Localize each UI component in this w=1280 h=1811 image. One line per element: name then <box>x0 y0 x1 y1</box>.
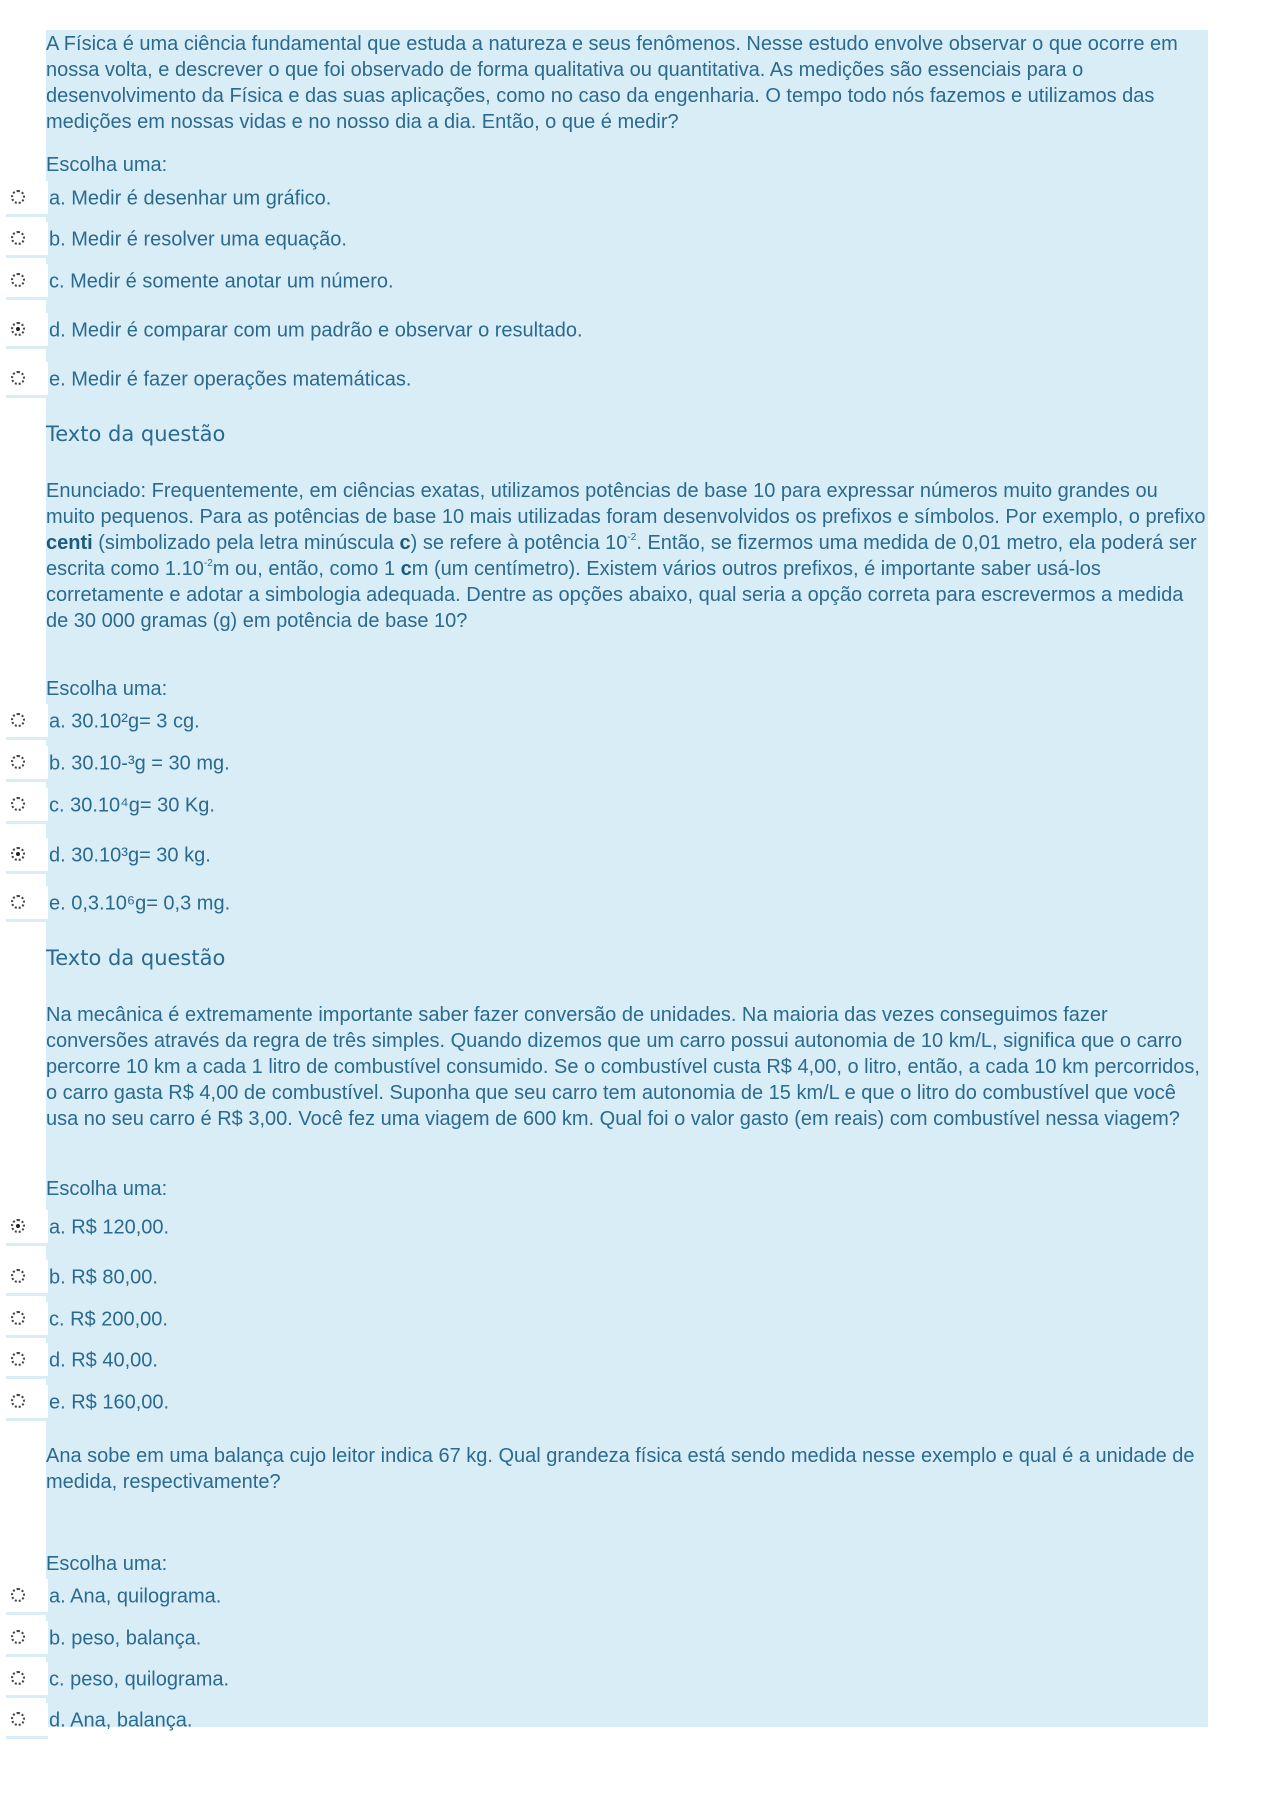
radio-button[interactable] <box>11 1712 25 1726</box>
option-label: a. Medir é desenhar um gráfico. <box>49 187 332 210</box>
question-3-heading: Texto da questão <box>46 946 226 970</box>
radio-button[interactable] <box>11 1630 25 1644</box>
radio-button-selected[interactable] <box>11 1219 25 1233</box>
radio-button[interactable] <box>11 797 25 811</box>
question-3-option-a[interactable] <box>6 1210 1208 1246</box>
question-3-text: Na mecânica é extremamente importante saber fazer conversão de unidades. Na maioria das vezes conseguimos fazer conversões através da regra de três simples. Quando dizemos que um carro possui autonomia de 10 km/L, significa que o carro percorre 10 km a cada 1 litro de combustível consumido. Se o combustível custa R$ 4,00, o litro, então, a cada 10 km percorridos, o carro gasta R$ 4,00 de combustível. Suponha que seu carro tem autonomia de 15 km/L e que o litro do combustível que você usa no seu carro é R$ 3,00. Você fez uma viagem de 600 km. Qual foi o valor gasto (em reais) com combustível nessa viagem? <box>46 1004 1200 1130</box>
radio-button[interactable] <box>11 713 25 727</box>
option-label: a. Ana, quilograma. <box>49 1585 222 1608</box>
question-1-text-block <box>46 31 1206 135</box>
question-2-text-block <box>46 478 1206 634</box>
question-2-option-e[interactable] <box>6 886 1208 922</box>
option-label: b. peso, balança. <box>49 1627 202 1650</box>
option-label: a. R$ 120,00. <box>49 1216 170 1239</box>
option-label: e. R$ 160,00. <box>49 1391 170 1414</box>
option-label: d. 30.10³g= 30 kg. <box>49 844 211 867</box>
radio-button[interactable] <box>11 1588 25 1602</box>
question-2-option-b[interactable] <box>6 746 1208 782</box>
radio-button[interactable] <box>11 1394 25 1408</box>
question-2-text: Enunciado: Frequentemente, em ciências exatas, utilizamos potências de base 10 para expressar números muito grandes ou muito pequenos. Para as potências de base 10 mais utilizadas foram desenvolvidos os prefixos e símbolos. Por exemplo, o prefixo centi (simbolizado pela letra minúscula c) se refere à potência $10^{-2}$. Então, se fizermos uma medida de 0,01 metro, ela poderá ser escrita como $1.10^{-2}m$ ou, então, como 1 cm (um centímetro). Existem vários outros prefixos, é importante saber usá-los corretamente e adotar a simbologia adequada. Dentre as opções abaixo, qual seria a opção correta para escrevermos a medida de 30 000 gramas (g) em potência de base 10? <box>46 480 1206 632</box>
question-4-prompt: Escolha uma: <box>46 1553 168 1575</box>
question-3-prompt: Escolha uma: <box>46 1178 168 1200</box>
option-label: e. Medir é fazer operações matemáticas. <box>49 368 412 391</box>
question-1-option-e[interactable] <box>6 362 1208 398</box>
question-1-prompt: Escolha uma: <box>46 154 168 176</box>
option-label: d. Ana, balança. <box>49 1709 193 1732</box>
question-2-prompt: Escolha uma: <box>46 678 168 700</box>
question-4-text-block <box>46 1443 1206 1495</box>
radio-button[interactable] <box>11 1671 25 1685</box>
option-label: c. 30.10⁴g= 30 Kg. <box>49 794 215 817</box>
option-label: b. Medir é resolver uma equação. <box>49 228 347 251</box>
question-2-option-a[interactable] <box>6 704 1208 740</box>
question-3-option-b[interactable] <box>6 1260 1208 1296</box>
question-1-option-a[interactable] <box>6 181 1208 217</box>
radio-button-selected[interactable] <box>11 322 25 336</box>
question-4-option-a[interactable] <box>6 1579 1208 1615</box>
radio-button[interactable] <box>11 755 25 769</box>
option-label: d. R$ 40,00. <box>49 1349 158 1372</box>
radio-button[interactable] <box>11 895 25 909</box>
question-2-option-c[interactable] <box>6 788 1208 824</box>
radio-button[interactable] <box>11 1269 25 1283</box>
question-1-option-b[interactable] <box>6 222 1208 258</box>
radio-button[interactable] <box>11 190 25 204</box>
radio-button-selected[interactable] <box>11 847 25 861</box>
option-label: c. R$ 200,00. <box>49 1308 168 1331</box>
question-2-heading: Texto da questão <box>46 422 226 446</box>
option-label: b. R$ 80,00. <box>49 1266 158 1289</box>
question-4-option-d[interactable] <box>6 1703 1208 1739</box>
radio-button[interactable] <box>11 231 25 245</box>
option-label: b. 30.10-³g = 30 mg. <box>49 752 230 775</box>
option-label: d. Medir é comparar com um padrão e observar o resultado. <box>49 319 583 342</box>
question-1-option-c[interactable] <box>6 264 1208 300</box>
option-label: a. 30.10²g= 3 cg. <box>49 710 200 733</box>
question-4-option-b[interactable] <box>6 1621 1208 1657</box>
question-3-option-c[interactable] <box>6 1302 1208 1338</box>
question-1-text: A Física é uma ciência fundamental que estuda a natureza e seus fenômenos. Nesse estudo envolve observar o que ocorre em nossa volta, e descrever o que foi observado de forma qualitativa ou quantitativa. As medições são essenciais para o desenvolvimento da Física e das suas aplicações, como no caso da engenharia. O tempo todo nós fazemos e utilizamos das medições em nossas vidas e no nosso dia a dia. Então, o que é medir? <box>46 33 1178 133</box>
question-3-option-e[interactable] <box>6 1385 1208 1421</box>
radio-button[interactable] <box>11 1352 25 1366</box>
question-1-option-d[interactable] <box>6 313 1208 349</box>
question-4-option-c[interactable] <box>6 1662 1208 1698</box>
question-3-option-d[interactable] <box>6 1343 1208 1379</box>
question-2-option-d[interactable] <box>6 838 1208 874</box>
radio-button[interactable] <box>11 371 25 385</box>
option-label: c. peso, quilograma. <box>49 1668 230 1691</box>
question-3-text-block <box>46 1002 1206 1132</box>
radio-button[interactable] <box>11 1311 25 1325</box>
question-4-text: Ana sobe em uma balança cujo leitor indica 67 kg. Qual grandeza física está sendo medida nesse exemplo e qual é a unidade de medida, respectivamente? <box>46 1445 1195 1493</box>
option-label: e. 0,3.10⁶g= 0,3 mg. <box>49 892 231 915</box>
option-label: c. Medir é somente anotar um número. <box>49 270 394 293</box>
radio-button[interactable] <box>11 273 25 287</box>
